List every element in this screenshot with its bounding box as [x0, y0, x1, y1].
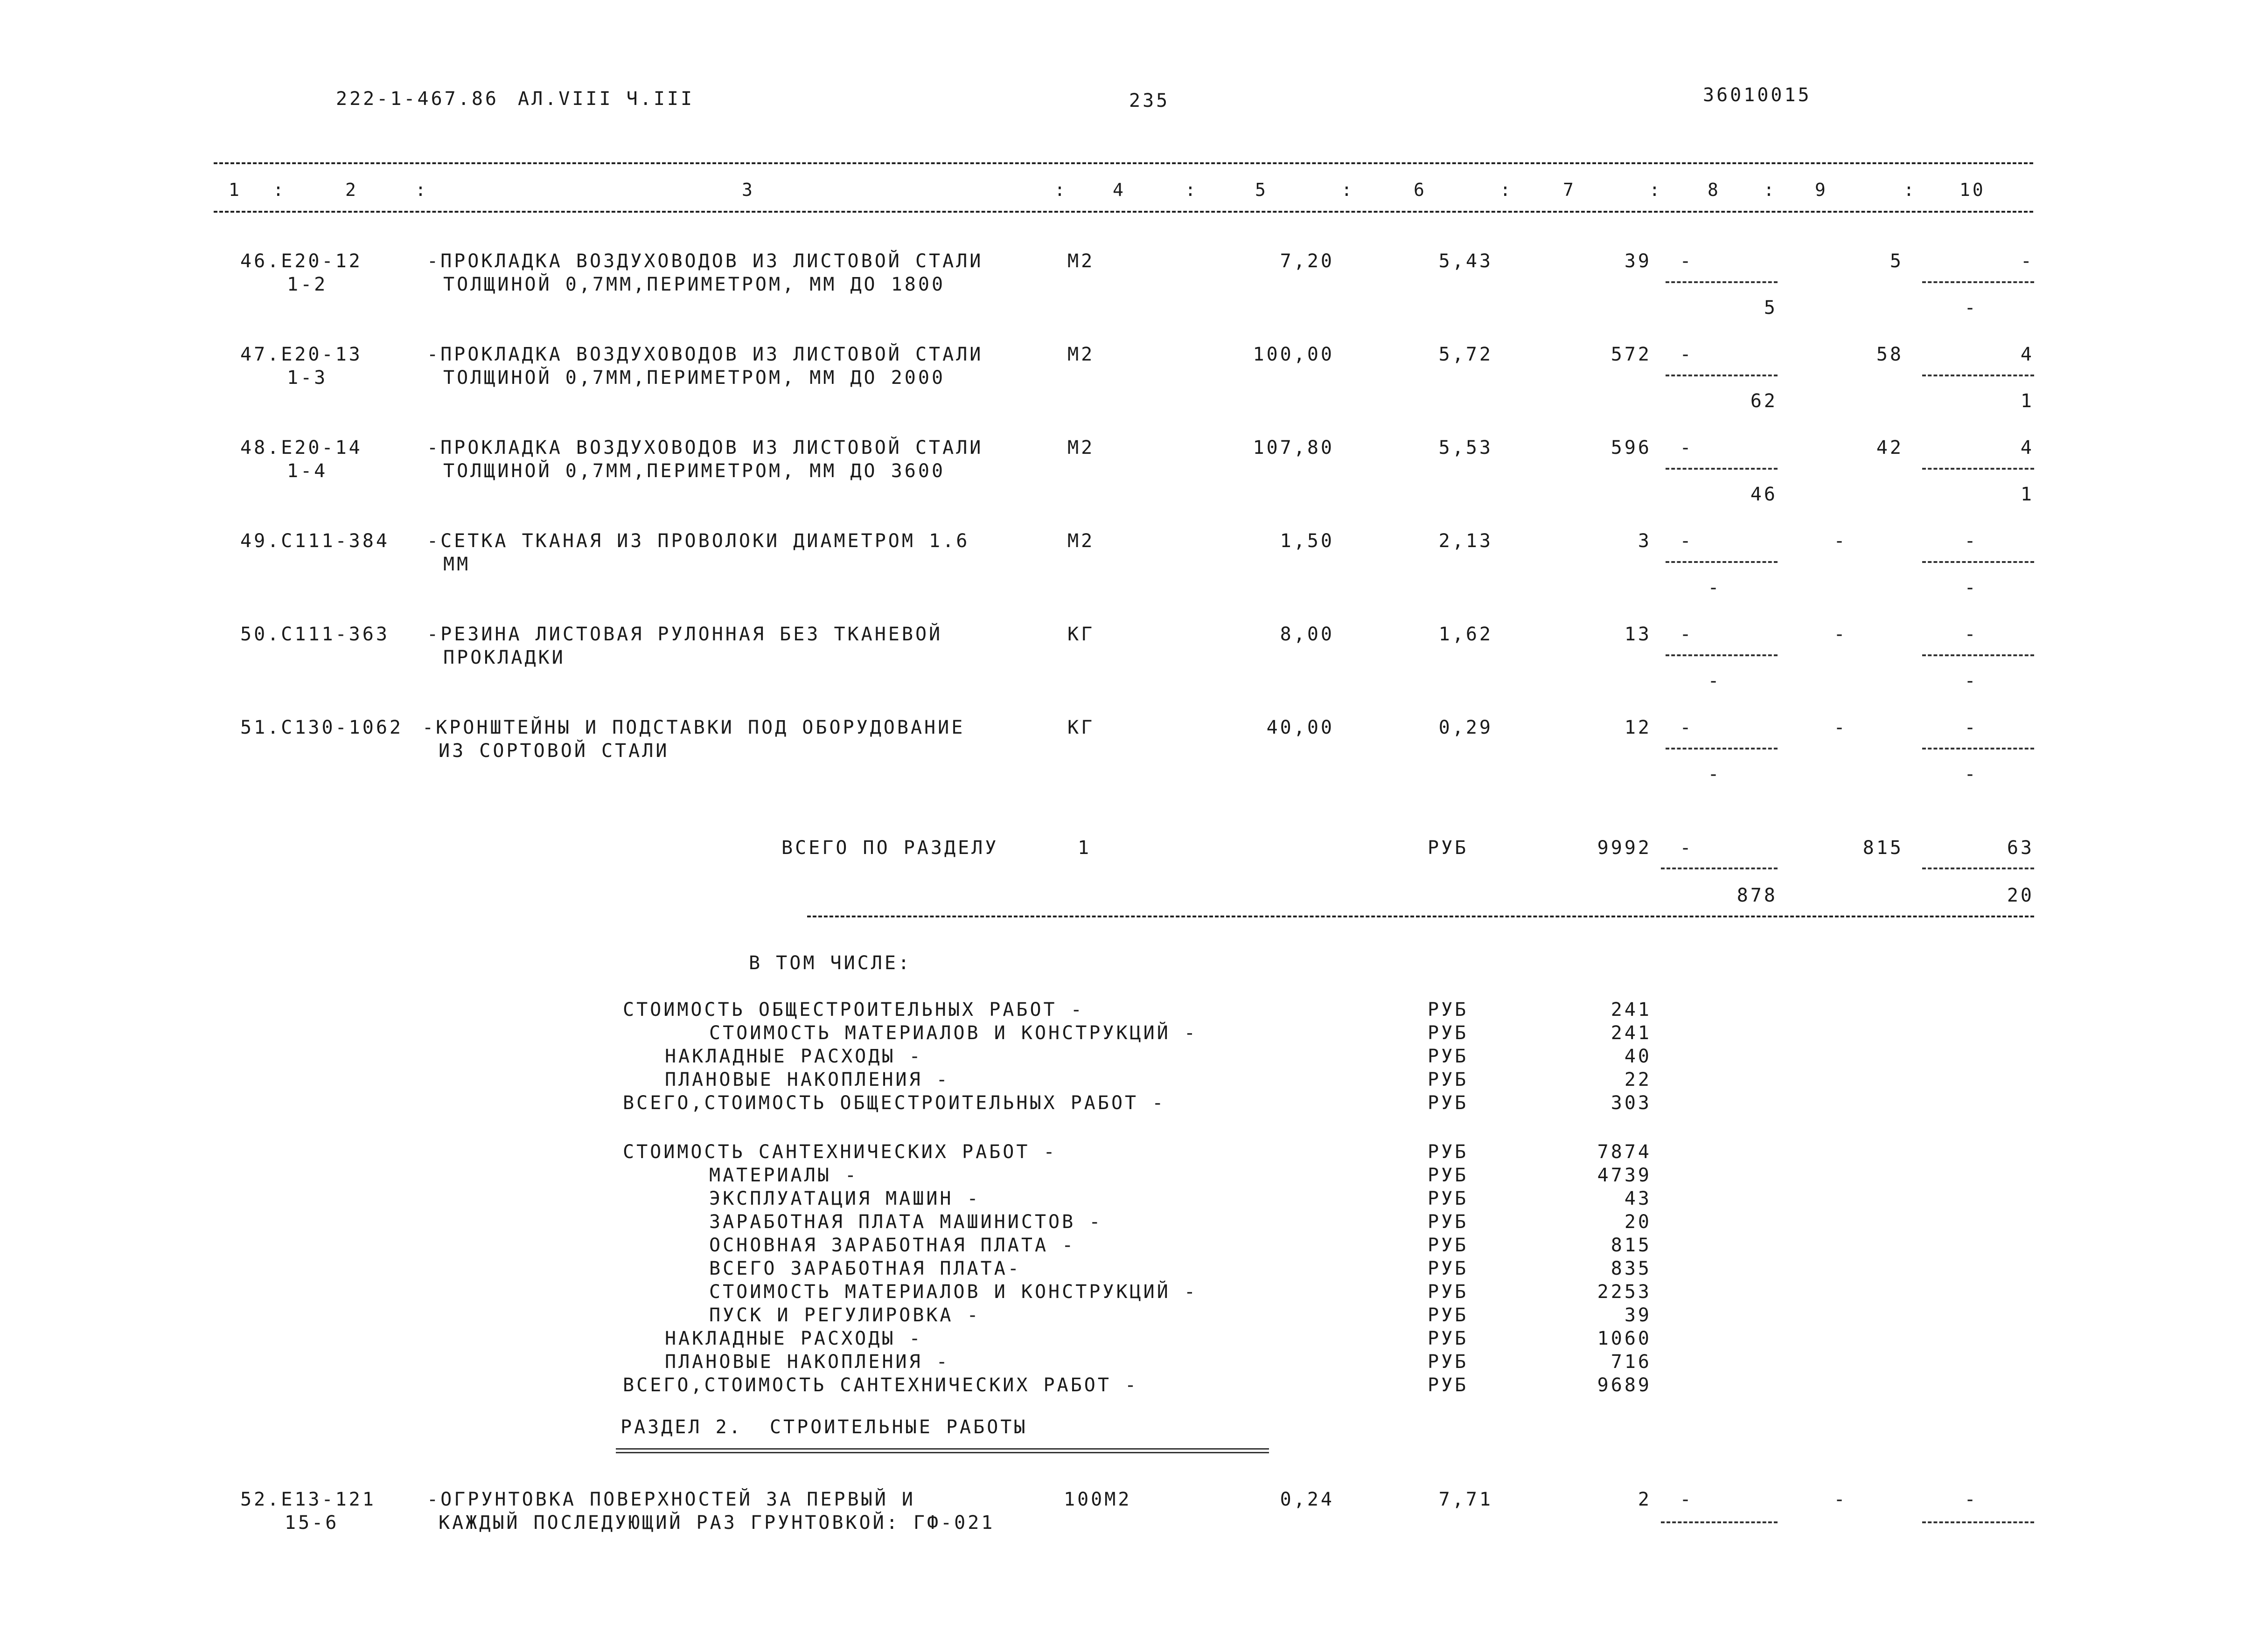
album-reference: АЛ.VIII Ч.III [518, 88, 695, 110]
col-header-sep: : [1903, 180, 1917, 200]
item-unit: 100М2 [1064, 1489, 1132, 1510]
col10-value: - [1964, 624, 1978, 645]
col10-sub-value: - [1964, 577, 1978, 598]
breakdown-unit: РУБ [1428, 1141, 1469, 1163]
item-description: -РЕЗИНА ЛИСТОВАЯ РУЛОННАЯ БЕЗ ТКАНЕВОЙ [427, 624, 943, 645]
item-description: -СЕТКА ТКАНАЯ ИЗ ПРОВОЛОКИ ДИАМЕТРОМ 1.6 [427, 530, 970, 552]
col-header-4: 4 [1113, 180, 1126, 200]
col10-value: 4 [2020, 344, 2034, 365]
col10-value: 4 [2020, 437, 2034, 458]
breakdown-title: В ТОМ ЧИСЛЕ: [749, 952, 912, 974]
item-description-cont: ИЗ СОРТОВОЙ СТАЛИ [439, 740, 669, 762]
breakdown-label: ЗАРАБОТНАЯ ПЛАТА МАШИНИСТОВ - [709, 1211, 1103, 1233]
col10-rule [1922, 748, 2034, 750]
breakdown-value: 303 [1611, 1092, 1652, 1114]
breakdown-unit: РУБ [1428, 1374, 1469, 1396]
item-quantity: 0,24 [1280, 1489, 1334, 1510]
item-description-cont: КАЖДЫЙ ПОСЛЕДУЮЩИЙ РАЗ ГРУНТОВКОЙ: ГФ-021 [439, 1512, 995, 1534]
col-header-9: 9 [1815, 180, 1828, 200]
col10-sub-value: - [1964, 297, 1978, 319]
item-total: 12 [1624, 717, 1652, 738]
item-total: 13 [1624, 624, 1652, 645]
col8-rule [1666, 468, 1778, 470]
item-total: 2 [1638, 1489, 1652, 1510]
col8-wage-value: 878 [1736, 885, 1778, 906]
col8-wage-value: 62 [1750, 390, 1778, 412]
col8-rule [1666, 654, 1778, 656]
document-code: 36010015 [1703, 84, 1812, 106]
header-bottom-rule [214, 211, 2033, 213]
breakdown-unit: РУБ [1428, 1328, 1469, 1349]
col-header-7: 7 [1563, 180, 1576, 200]
section-total-value: 9992 [1597, 837, 1652, 859]
breakdown-unit: РУБ [1428, 1211, 1469, 1233]
breakdown-label: ВСЕГО,СТОИМОСТЬ САНТЕХНИЧЕСКИХ РАБОТ - [623, 1374, 1139, 1396]
col9-value: 5 [1889, 250, 1903, 272]
item-unit: КГ [1067, 624, 1095, 645]
col10-sub-value: - [1964, 764, 1978, 785]
item-description-cont: ТОЛЩИНОЙ 0,7ММ,ПЕРИМЕТРОМ, ММ ДО 2000 [443, 367, 946, 389]
col8-value: - [1680, 437, 1694, 458]
item-total: 572 [1611, 344, 1652, 365]
item-subcode: 1-3 [287, 367, 328, 389]
col10-rule [1922, 654, 2034, 656]
col8-wage-value: - [1708, 670, 1722, 692]
item-number: 51.С130-1062 [240, 717, 403, 738]
breakdown-label: ПУСК И РЕГУЛИРОВКА - [709, 1305, 981, 1326]
item-quantity: 8,00 [1280, 624, 1334, 645]
col10-sub-value: 20 [2007, 885, 2034, 906]
item-total: 596 [1611, 437, 1652, 458]
item-subcode: 1-4 [287, 460, 328, 482]
breakdown-value: 9689 [1597, 1374, 1652, 1396]
col8-wage-value: - [1708, 764, 1722, 785]
col8-rule [1666, 561, 1778, 563]
item-description-cont: ТОЛЩИНОЙ 0,7ММ,ПЕРИМЕТРОМ, ММ ДО 1800 [443, 274, 946, 295]
col-header-6: 6 [1414, 180, 1427, 200]
breakdown-unit: РУБ [1428, 1069, 1469, 1090]
item-unit-price: 1,62 [1438, 624, 1493, 645]
col10-rule [1922, 281, 2034, 283]
item-number: 52.Е13-121 [240, 1489, 376, 1510]
item-quantity: 100,00 [1253, 344, 1334, 365]
item-unit: М2 [1067, 530, 1095, 552]
breakdown-unit: РУБ [1428, 1235, 1469, 1256]
breakdown-label: НАКЛАДНЫЕ РАСХОДЫ - [665, 1328, 923, 1349]
item-number: 49.С111-384 [240, 530, 390, 552]
item-subcode: 15-6 [285, 1512, 339, 1534]
col8-rule [1666, 281, 1778, 283]
breakdown-value: 4739 [1597, 1165, 1652, 1186]
breakdown-label: ВСЕГО ЗАРАБОТНАЯ ПЛАТА- [709, 1258, 1021, 1279]
item-description-cont: ММ [443, 554, 471, 575]
breakdown-unit: РУБ [1428, 1281, 1469, 1303]
col10-rule [1922, 868, 2034, 869]
col8-rule [1666, 748, 1778, 750]
col10-rule [1922, 468, 2034, 470]
breakdown-label: ВСЕГО,СТОИМОСТЬ ОБЩЕСТРОИТЕЛЬНЫХ РАБОТ - [623, 1092, 1166, 1114]
section-total-label: ВСЕГО ПО РАЗДЕЛУ [781, 837, 999, 859]
breakdown-label: ПЛАНОВЫЕ НАКОПЛЕНИЯ - [665, 1351, 950, 1373]
breakdown-value: 241 [1611, 999, 1652, 1020]
item-number: 46.Е20-12 [240, 250, 363, 272]
item-quantity: 1,50 [1280, 530, 1334, 552]
col8-value: - [1680, 717, 1694, 738]
col10-value: 63 [2007, 837, 2034, 859]
header-top-rule [214, 162, 2033, 164]
col10-sub-value: 1 [2020, 390, 2034, 412]
item-unit-price: 5,43 [1438, 250, 1493, 272]
item-unit-price: 5,53 [1438, 437, 1493, 458]
col-header-sep: : [415, 180, 428, 200]
col-header-sep: : [1500, 180, 1513, 200]
breakdown-value: 39 [1624, 1305, 1652, 1326]
item-subcode: 1-2 [287, 274, 328, 295]
item-quantity: 107,80 [1253, 437, 1334, 458]
page-number: 235 [1129, 90, 1170, 111]
breakdown-value: 1060 [1597, 1328, 1652, 1349]
section-total-unit: РУБ [1428, 837, 1469, 859]
col8-value: - [1680, 624, 1694, 645]
col-header-8: 8 [1708, 180, 1721, 200]
breakdown-label: МАТЕРИАЛЫ - [709, 1165, 858, 1186]
col-header-sep: : [1649, 180, 1662, 200]
breakdown-label: СТОИМОСТЬ ОБЩЕСТРОИТЕЛЬНЫХ РАБОТ - [623, 999, 1084, 1020]
breakdown-label: ОСНОВНАЯ ЗАРАБОТНАЯ ПЛАТА - [709, 1235, 1076, 1256]
col8-wage-value: - [1708, 577, 1722, 598]
item-total: 3 [1638, 530, 1652, 552]
breakdown-value: 43 [1624, 1188, 1652, 1209]
col-header-5: 5 [1255, 180, 1268, 200]
item-total: 39 [1624, 250, 1652, 272]
item-unit: М2 [1067, 437, 1095, 458]
col8-wage-value: 46 [1750, 484, 1778, 505]
item-quantity: 40,00 [1266, 717, 1334, 738]
col8-value: - [1680, 1489, 1694, 1510]
breakdown-label: ЭКСПЛУАТАЦИЯ МАШИН - [709, 1188, 981, 1209]
breakdown-label: ПЛАНОВЫЕ НАКОПЛЕНИЯ - [665, 1069, 950, 1090]
col9-value: 58 [1876, 344, 1903, 365]
breakdown-label: СТОИМОСТЬ МАТЕРИАЛОВ И КОНСТРУКЦИЙ - [709, 1281, 1198, 1303]
item-unit-price: 0,29 [1438, 717, 1493, 738]
section-2-underline [616, 1448, 1269, 1453]
item-unit-price: 2,13 [1438, 530, 1493, 552]
document-reference: 222-1-467.86 [336, 88, 499, 110]
col8-wage-value: 5 [1764, 297, 1778, 319]
item-quantity: 7,20 [1280, 250, 1334, 272]
item-unit: М2 [1067, 344, 1095, 365]
item-description: -КРОНШТЕЙНЫ И ПОДСТАВКИ ПОД ОБОРУДОВАНИЕ [422, 717, 965, 738]
col8-value: - [1680, 530, 1694, 552]
item-description-cont: ТОЛЩИНОЙ 0,7ММ,ПЕРИМЕТРОМ, ММ ДО 3600 [443, 460, 946, 482]
col10-value: - [2020, 250, 2034, 272]
col-header-sep: : [1764, 180, 1777, 200]
col10-value: - [1964, 530, 1978, 552]
col-header-sep: : [1054, 180, 1067, 200]
item-number: 47.Е20-13 [240, 344, 363, 365]
col8-rule [1661, 868, 1778, 869]
item-description-cont: ПРОКЛАДКИ [443, 647, 565, 668]
breakdown-unit: РУБ [1428, 999, 1469, 1020]
col-header-2: 2 [345, 180, 358, 200]
breakdown-value: 7874 [1597, 1141, 1652, 1163]
section-total-rule [807, 916, 2034, 917]
col9-value: - [1834, 530, 1848, 552]
item-unit-price: 5,72 [1438, 344, 1493, 365]
col10-rule [1922, 375, 2034, 376]
breakdown-value: 241 [1611, 1022, 1652, 1044]
col-header-sep: : [273, 180, 286, 200]
col-header-10: 10 [1959, 180, 1986, 200]
breakdown-value: 815 [1611, 1235, 1652, 1256]
col8-value: - [1680, 837, 1694, 859]
col10-value: - [1964, 1489, 1978, 1510]
breakdown-unit: РУБ [1428, 1022, 1469, 1044]
col8-rule [1666, 375, 1778, 376]
section-number: 1 [1078, 837, 1092, 859]
col9-value: - [1834, 624, 1848, 645]
col10-sub-value: - [1964, 670, 1978, 692]
item-unit: КГ [1067, 717, 1095, 738]
breakdown-label: НАКЛАДНЫЕ РАСХОДЫ - [665, 1046, 923, 1067]
item-description: -ОГРУНТОВКА ПОВЕРХНОСТЕЙ ЗА ПЕРВЫЙ И [427, 1489, 915, 1510]
col8-rule [1661, 1521, 1778, 1523]
item-unit-price: 7,71 [1438, 1489, 1493, 1510]
col-header-sep: : [1185, 180, 1198, 200]
breakdown-value: 40 [1624, 1046, 1652, 1067]
col10-rule [1922, 1521, 2034, 1523]
breakdown-value: 20 [1624, 1211, 1652, 1233]
col8-value: - [1680, 344, 1694, 365]
breakdown-unit: РУБ [1428, 1046, 1469, 1067]
col9-value: - [1834, 717, 1848, 738]
breakdown-value: 22 [1624, 1069, 1652, 1090]
breakdown-label: СТОИМОСТЬ САНТЕХНИЧЕСКИХ РАБОТ - [623, 1141, 1057, 1163]
section-2-title: РАЗДЕЛ 2. СТРОИТЕЛЬНЫЕ РАБОТЫ [621, 1416, 1028, 1438]
col8-value: - [1680, 250, 1694, 272]
item-description: -ПРОКЛАДКА ВОЗДУХОВОДОВ ИЗ ЛИСТОВОЙ СТАЛИ [427, 250, 983, 272]
col10-value: - [1964, 717, 1978, 738]
col9-value: 42 [1876, 437, 1903, 458]
item-description: -ПРОКЛАДКА ВОЗДУХОВОДОВ ИЗ ЛИСТОВОЙ СТАЛИ [427, 437, 983, 458]
col-header-1: 1 [229, 180, 242, 200]
col10-sub-value: 1 [2020, 484, 2034, 505]
item-unit: М2 [1067, 250, 1095, 272]
breakdown-unit: РУБ [1428, 1305, 1469, 1326]
breakdown-value: 2253 [1597, 1281, 1652, 1303]
breakdown-unit: РУБ [1428, 1258, 1469, 1279]
item-number: 50.С111-363 [240, 624, 390, 645]
item-description: -ПРОКЛАДКА ВОЗДУХОВОДОВ ИЗ ЛИСТОВОЙ СТАЛИ [427, 344, 983, 365]
col10-rule [1922, 561, 2034, 563]
breakdown-unit: РУБ [1428, 1165, 1469, 1186]
breakdown-value: 716 [1611, 1351, 1652, 1373]
breakdown-value: 835 [1611, 1258, 1652, 1279]
col-header-sep: : [1341, 180, 1354, 200]
breakdown-unit: РУБ [1428, 1351, 1469, 1373]
breakdown-unit: РУБ [1428, 1188, 1469, 1209]
col-header-3: 3 [742, 180, 755, 200]
col9-value: - [1834, 1489, 1848, 1510]
item-number: 48.Е20-14 [240, 437, 363, 458]
breakdown-label: СТОИМОСТЬ МАТЕРИАЛОВ И КОНСТРУКЦИЙ - [709, 1022, 1198, 1044]
breakdown-unit: РУБ [1428, 1092, 1469, 1114]
col9-value: 815 [1862, 837, 1903, 859]
